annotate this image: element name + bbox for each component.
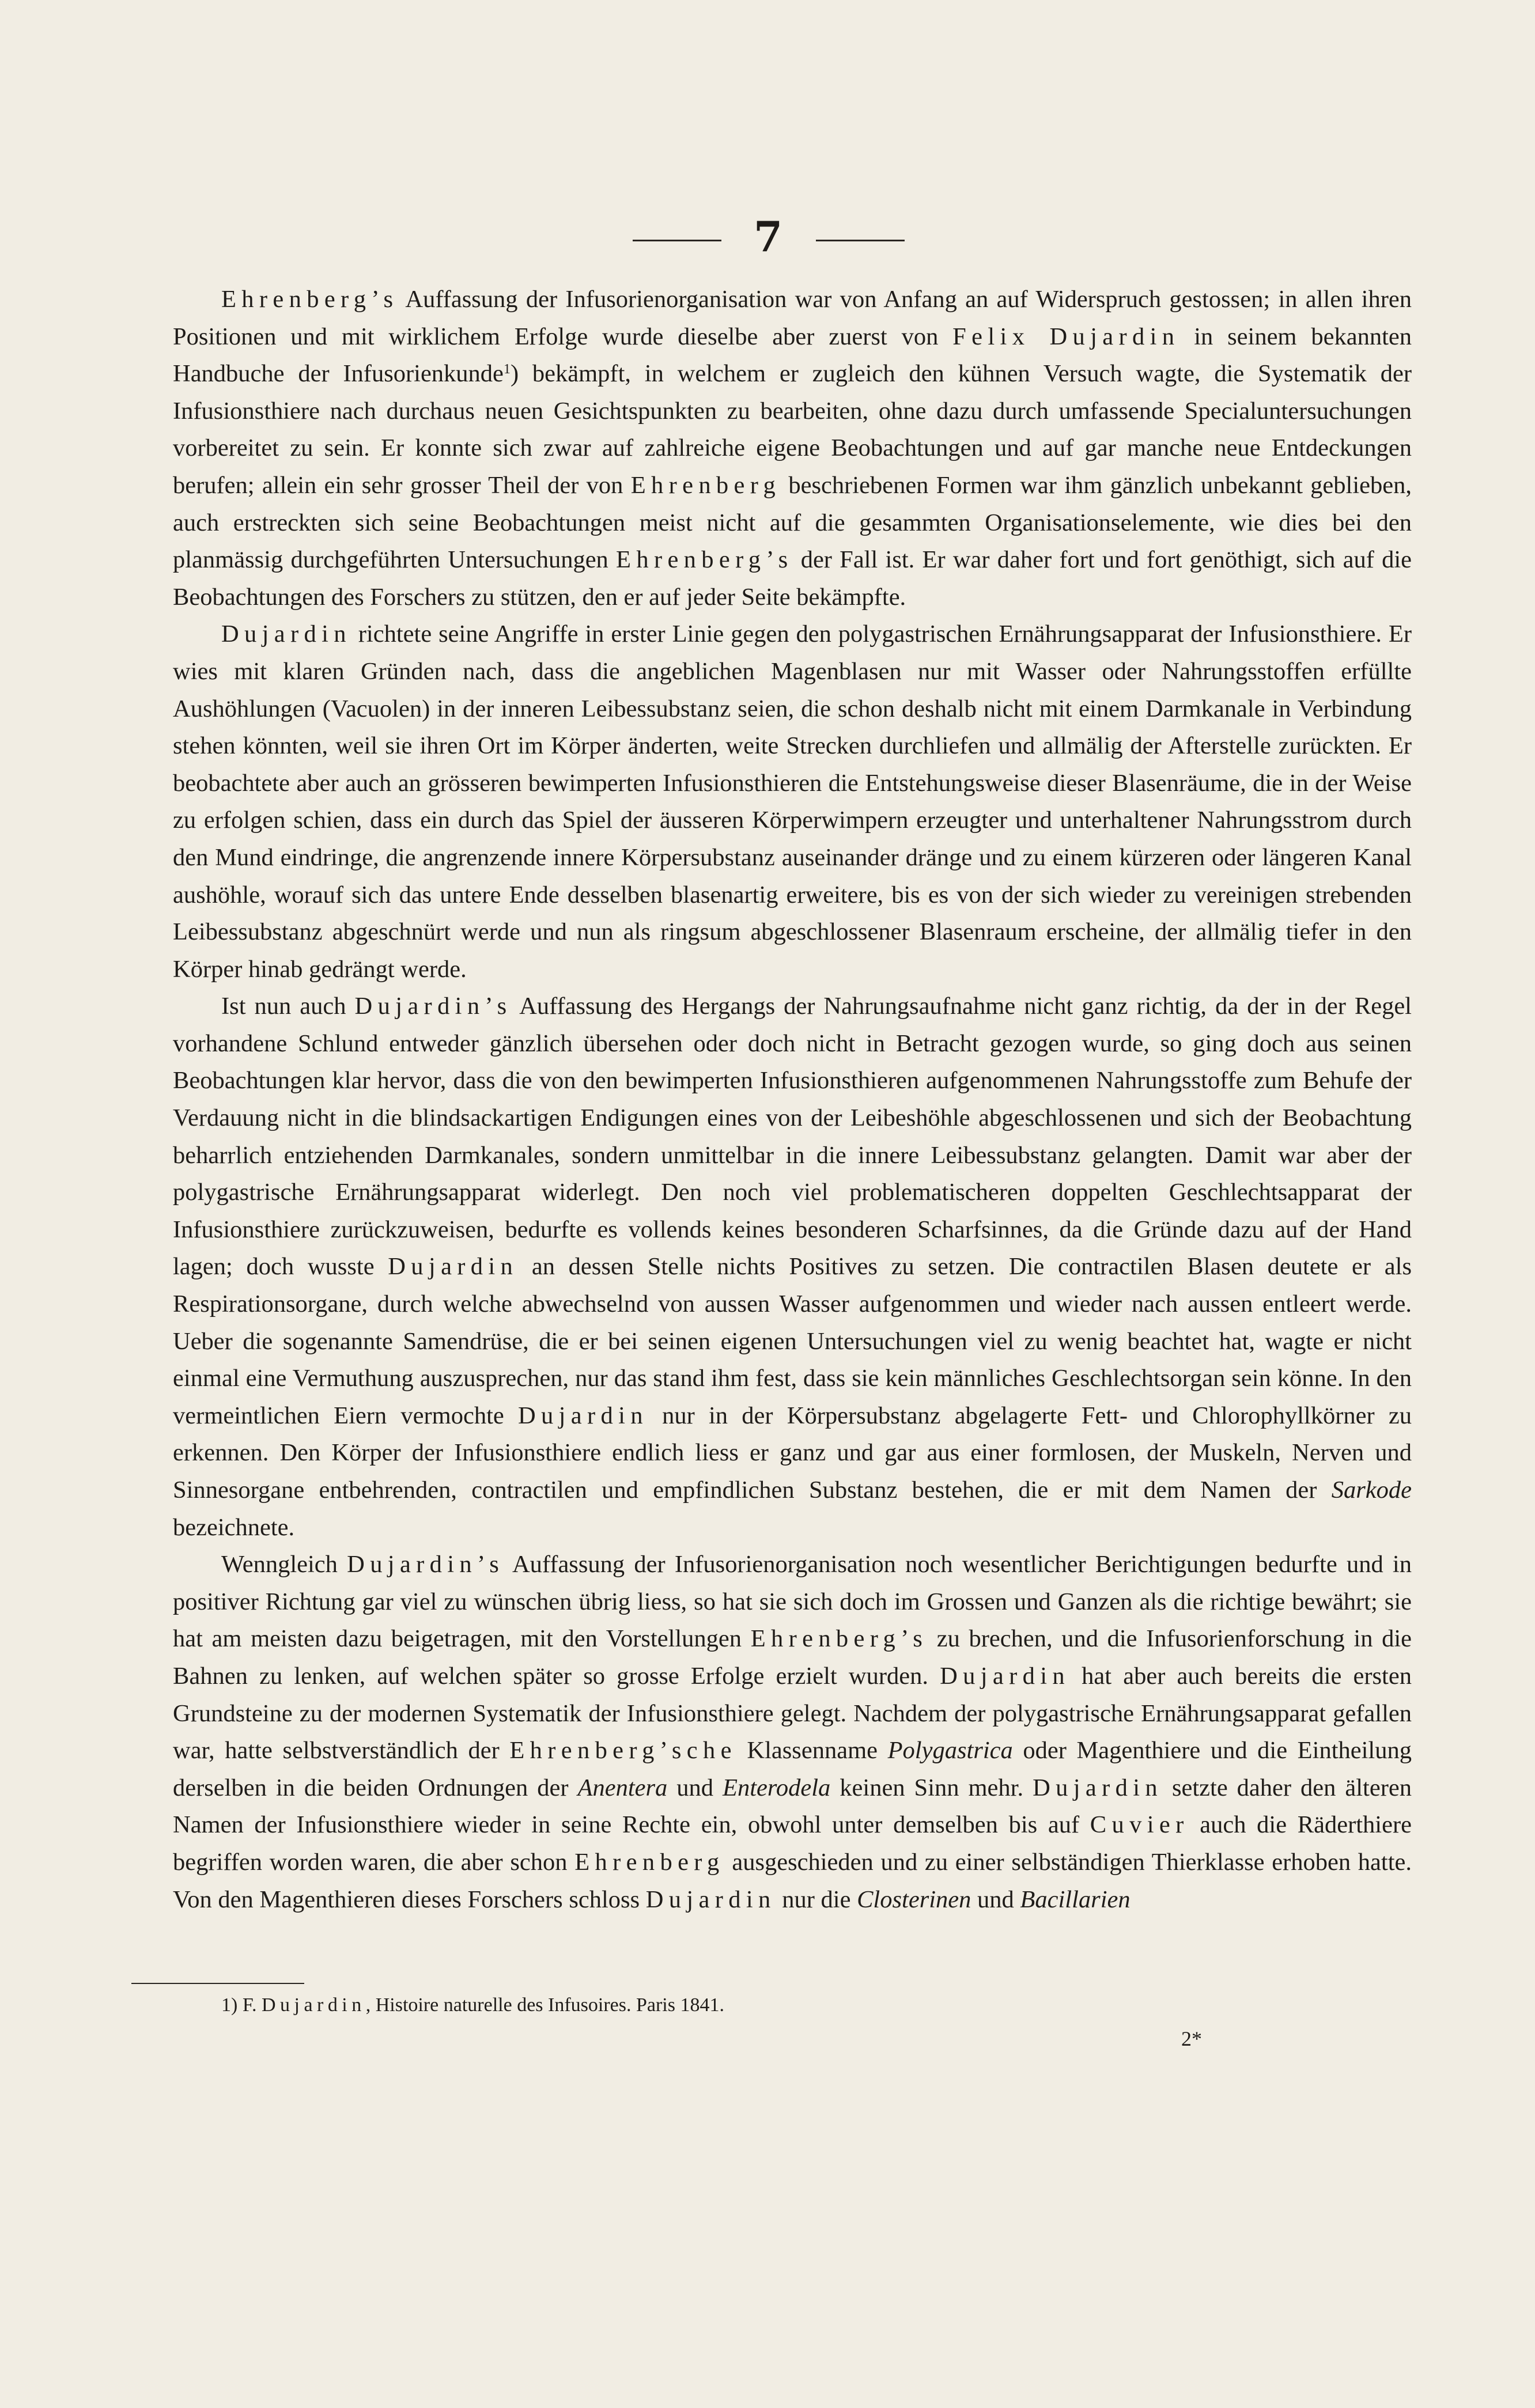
spaced-name: Dujardin [645,1885,776,1913]
text-run: ) bekämpft, in welchem er zugleich den kühnen Versuch wagte, die Systematik der Infusionsthiere nach durchaus neuen Gesichtspunkten zu bearbeiten, ohne dazu durch umfassende Specialuntersuchungen vorbereitet zu sein. Er konnte sich zwar auf zahlreiche eigene Beobachtungen und auf gar manche neue Entdeckungen berufen; allein ein sehr grosser Theil der von [173,360,1412,499]
text-run: Auffassung der Infusorienorganisation war von Anfang an auf Widerspruch gestossen; in allen ihren Positionen und mit wirklichem Erfolge wurde dieselbe aber zuerst von [173,286,1412,350]
text-run: und [667,1774,723,1801]
text-run: keinen Sinn mehr. [830,1774,1033,1801]
spaced-name: Ehrenberg [630,471,781,499]
text-run: richtete seine Angriffe in erster Linie gegen den polygastrischen Ernährungsapparat der Infusionsthiere. Er wies mit klaren Gründen nach, dass die angeblichen Magenblasen nur mit Wasser oder Nahrungsstoffen erfüllte Aushöhlungen (Vacuolen) in der inneren Leibessubstanz seien, die schon deshalb nicht mit einem Darmkanale in Verbindung stehen könnten, weil sie ihren Ort im Körper änderten, weite Strecken durchliefen und allmälig der Afterstelle zurückten. Er beobachtete aber auch an grösseren bewimperten Infusionsthieren die Entstehungsweise dieser Blasenräume, die in der Weise zu erfolgen schien, dass ein durch das Spiel der äusseren Körperwimpern erzeugter und unterhaltener Nahrungsstrom durch den Mund eindringe, die angrenzende innere Körpersubstanz auseinander dränge und zu einem kürzeren oder längeren Kanal aushöhle, worauf sich das untere Ende desselben blasenartig erweitere, bis es von der sich wieder zu vereinigen strebenden Leibessubstanz abgeschnürt werde und nun als ringsum abgeschlossener Blasenraum erscheine, der allmälig tiefer in den Körper hinab gedrängt werde. [173,620,1412,983]
text-run: an dessen Stelle nichts Positives zu setzen. Die contractilen Blasen deutete er als Respirationsorgane, durch welche abwechselnd von aussen Wasser aufgenommen und wieder nach aussen entleert werde. Ueber die sogenannte Samendrüse, die er bei seinen eigenen Untersuchungen viel zu wenig beachtet hat, wagte er nicht einmal eine Vermuthung auszusprechen, nur das stand ihm fest, dass sie kein männliches Geschlechtsorgan sein könne. In den vermeintlichen Eiern vermochte [173,1253,1412,1429]
text-run: setzte daher den älteren Namen der Infusionsthiere wieder in seine Rechte ein, obwohl unter demselben bis auf [173,1774,1412,1839]
italic-term: Enterodela [723,1774,831,1801]
spaced-name: Dujardin [518,1402,648,1429]
text-run: Klassenname [736,1737,888,1765]
spaced-name: Dujardin [262,1994,366,2016]
italic-term: Bacillarien [1020,1885,1131,1913]
spaced-name: Dujardin [388,1253,519,1281]
page-header [0,212,1535,271]
italic-term: Sarkode [1331,1476,1412,1504]
spaced-name: Dujardin [221,620,351,648]
text-run: hat aber auch bereits die ersten Grundsteine zu der modernen Systematik der Infusionsthiere gelegt. Nachdem der polygastrische Ernährungsapparat gefallen war, hatte selbstverständlich der [173,1662,1412,1765]
spaced-name: Dujardin [940,1662,1070,1690]
spaced-name: Ehrenberg’s [616,546,793,574]
italic-term: Closterinen [857,1885,971,1913]
spaced-name: Dujardin’s [354,993,512,1020]
text-run: Auffassung des Hergangs der Nahrungsaufnahme nicht ganz richtig, da der in der Regel vorhandene Schlund entweder gänzlich übersehen oder doch nicht in Betracht gezogen wurde, so ging doch aus seinen Beobachtungen klar hervor, dass die von den bewimperten Infusionsthieren aufgenommenen Nahrungsstoffe zum Behufe der Verdauung nicht in die blindsackartigen Endigungen eines von der Leibeshöhle abgeschlossenen und sich der Beobachtung beharrlich entziehenden Darmkanales, sondern unmittelbar in die innere Leibessubstanz gelangten. Damit war aber der polygastrische Ernährungsapparat widerlegt. Den noch viel problematischeren doppelten Geschlechtsapparat der Infusionsthiere zurückzuweisen, bedurfte es vollends keines besonderen Scharfsinnes, da die Gründe dazu auf der Hand lagen; doch wusste [173,993,1412,1281]
spaced-name: Ehrenberg’s [221,286,399,313]
text-run: in seinem bekannten Handbuche der Infusorienkunde [173,323,1412,388]
italic-term: Anentera [577,1774,668,1801]
spaced-name: Felix Dujardin [952,323,1180,350]
body-text [173,281,1412,1918]
text-run: beschriebenen Formen war ihm gänzlich unbekannt geblieben, auch erstreckten sich seine Beobachtungen meist nicht auf die gesammten Organisationselemente, wie dies bei den planmässig durchgeführten Untersuchungen [173,471,1412,574]
text-run: oder Magenthiere und die Eintheilung derselben in die beiden Ordnungen der [173,1737,1412,1801]
text-run: Auffassung der Infusorienorganisation noch wesentlicher Berichtigungen bedurfte und in positiver Richtung gar viel zu wünschen übrig liess, so hat sie sich doch im Grossen und Ganzen als die richtige bewährt; sie hat am meisten dazu beigetragen, mit den Vorstellungen [173,1551,1412,1653]
signature-mark: 2* [1181,2027,1202,2050]
paragraph [173,616,1412,988]
text-run: ausgeschieden und zu einer selbständigen Thierklasse erhoben hatte. Von den Magenthieren dieses Forschers schloss [173,1848,1412,1913]
spaced-name: Dujardin [1033,1774,1163,1801]
spaced-name: Ehrenberg [574,1848,725,1876]
paragraph [173,988,1412,1546]
text-run: Wenngleich [221,1551,347,1578]
spaced-name: Dujardin’s [347,1551,505,1578]
text-run: nur die [776,1885,857,1913]
italic-term: Polygastrica [887,1737,1013,1765]
text-run: und [971,1885,1020,1913]
spaced-name: Cuvier [1090,1811,1189,1839]
paragraph [173,1546,1412,1918]
text-run: nur in der Körpersubstanz abgelagerte Fett- und Chlorophyllkörner zu erkennen. Den Körper der Infusionsthiere endlich liess er ganz und gar aus einer formlosen, der Muskeln, Nerven und Sinnesorgane entbehrenden, contractilen und empfindlichen Substanz bestehen, die er mit dem Namen der [173,1402,1412,1504]
spaced-name: Ehrenberg’s [750,1625,928,1653]
text-run: 1) F. [221,1994,262,2016]
footnote-rule [131,1983,304,1984]
page-number: 7 [753,212,783,261]
spaced-name: Ehrenberg’sche [509,1737,737,1765]
header-rule-left [633,240,721,241]
footnote [221,1994,1143,2016]
text-run: der Fall ist. Er war daher fort und fort genöthigt, sich auf die Beobachtungen des Forschers zu stützen, den er auf jeder Seite bekämpfte. [173,546,1412,611]
paragraph [173,281,1412,616]
footnote-marker: 1 [503,362,511,377]
header-rule-right [816,240,905,241]
text-run: Ist nun auch [221,993,355,1020]
text-run: zu brechen, und die Infusorienforschung in die Bahnen zu lenken, auf welchen später so grosse Erfolge erzielt wurden. [173,1625,1412,1690]
text-run: , Histoire naturelle des Infusoires. Paris 1841. [365,1994,724,2016]
text-run: bezeichnete. [173,1513,295,1541]
text-run: auch die Räderthiere begriffen worden waren, die aber schon [173,1811,1412,1876]
